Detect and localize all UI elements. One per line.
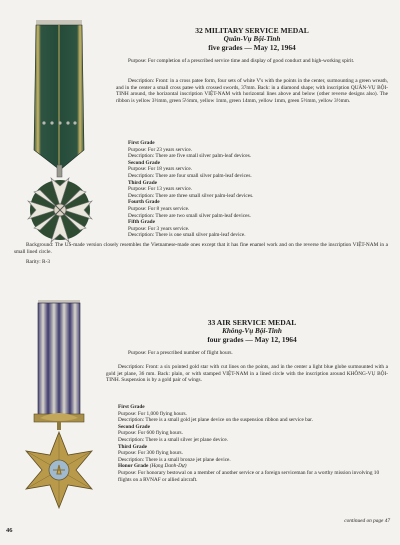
medal32-description-block — [116, 78, 388, 106]
medal33-grades-line: four grades — May 12, 1964 — [207, 334, 297, 344]
medal32-background-block — [14, 242, 388, 268]
medal32-grade-desc: Description: There are two small silver palm-leaf devices. — [128, 212, 251, 219]
medal32-grade-title: Fourth Grade — [128, 199, 160, 206]
medal33-grade-purpose: Purpose: For 300 flying hours. — [118, 450, 183, 457]
medal33-section — [116, 318, 388, 344]
medal33-grade-purpose: Purpose: For 1,000 flying hours. — [118, 410, 187, 417]
medal32-grade-purpose: Purpose: For 8 years service. — [128, 205, 190, 212]
medal32-grades-list — [116, 140, 388, 239]
medal32-grade-title: Fifth Grade — [128, 219, 155, 226]
medal33-heading: 33 AIR SERVICE MEDAL — [207, 318, 297, 327]
medal32-rarity: Rarity: R-3 — [26, 259, 50, 266]
medal33-grade-desc: Description: There is a small bronze jet plane device. — [118, 456, 231, 463]
continued-note: continued on page 47 — [344, 518, 390, 524]
medal33-purpose: Purpose: For a prescribed number of flight hours. — [128, 350, 233, 356]
medal32-grade-desc: Description: There is one small silver palm-leaf device. — [128, 232, 246, 239]
medal32-grade-purpose: Purpose: For 13 years service. — [128, 186, 192, 193]
medal33-grade-desc: Description: There is a small silver jet plane device. — [118, 436, 229, 443]
medal33-honor-title-extra: (Hạng Danh-Dự) — [149, 463, 187, 470]
medal33-description-block — [106, 364, 388, 386]
medal33-description: Description: Front: a six pointed gold star with cut lines on the points, and in the center a light blue globe surmounted with a gold jet plane, 36 mm. Back: plain, or with stamped VIỆT-NAM in a lined circle with the inscription around KHÔNG-VỤ BỘI-TINH. Suspension is by a gold pair of wings. — [106, 364, 388, 384]
medal32-grade-desc: Description: There are four small silver palm-leaf devices. — [128, 172, 252, 179]
medal33-vietnamese-name: Không-Vụ Bội-Tinh — [222, 327, 282, 335]
medal32-grade-purpose: Purpose: For 3 years service. — [128, 225, 190, 232]
medal32-grade-desc: Description: There are three small silver palm-leaf devices. — [128, 192, 254, 199]
medal32-purpose: Purpose: For completion of a prescribed service time and display of good conduct and high-working spirit. — [128, 58, 355, 64]
medal32-heading: 32 MILITARY SERVICE MEDAL — [195, 26, 309, 35]
medal32-grade-title: First Grade — [128, 140, 155, 146]
military-service-medal-image — [14, 20, 108, 245]
air-service-medal-image — [20, 300, 100, 522]
medal33-grade-desc: Description: There is a small gold jet plane device on the suspension ribbon and service bar. — [118, 417, 313, 424]
medal33-grades-list — [106, 404, 388, 483]
medal33-grade-title: First Grade — [118, 404, 145, 410]
medal33-honor-title: Honor Grade — [118, 463, 149, 470]
medal33-grade-purpose: Purpose: For honorary bestowal on a member of another service or a foreign serviceman for a worthy mission involving 10 flights on a RVNAF or allied aircraft. — [118, 469, 380, 483]
medal33-grade-title: Third Grade — [118, 443, 147, 450]
medal32-grades-line: five grades — May 12, 1964 — [208, 42, 296, 52]
medal33-grade-purpose: Purpose: For 600 flying hours. — [118, 430, 183, 437]
medal32-intro — [116, 58, 388, 67]
medal32-vietnamese-name: Quân-Vụ Bội-Tinh — [223, 35, 281, 43]
medal33-grade-title: Second Grade — [118, 423, 150, 430]
medal32-grade-desc: Description: There are five small silver palm-leaf devices. — [128, 153, 252, 160]
medal32-background: Background: The US-made version closely resembles the Vietnamese-made ones except that it has fine enamel work and on the reverse the inscription VIỆT-NAM in a small lined circle. — [14, 242, 388, 255]
medal32-grade-purpose: Purpose: For 23 years service. — [128, 146, 192, 153]
page-number: 46 — [6, 527, 13, 534]
medal33-grade-title — [106, 463, 388, 470]
medal33-intro — [116, 350, 388, 359]
medal32-section — [116, 26, 388, 52]
medal32-grade-purpose: Purpose: For 18 years service. — [128, 166, 192, 173]
medal32-description: Description: Front: in a cross patee form, four sets of white V's with the points in the center, surmounting a green wreath, and in the center a small cross patee with crossed swords, 37mm. Back: in a diamond shape; with inscription QUÂN-VỤ BỘI-TINH around, the horizontal inscription VIỆT-NAM with horizontal lines above and below (other reverse designs also). The ribbon is yellow 3½mm, green 5½mm, yellow 1mm, green 14mm, yellow 1mm, green 5½mm, yellow 3½mm. — [116, 78, 388, 104]
medal32-grade-title: Third Grade — [128, 179, 157, 186]
medal32-grade-title: Second Grade — [128, 159, 160, 166]
